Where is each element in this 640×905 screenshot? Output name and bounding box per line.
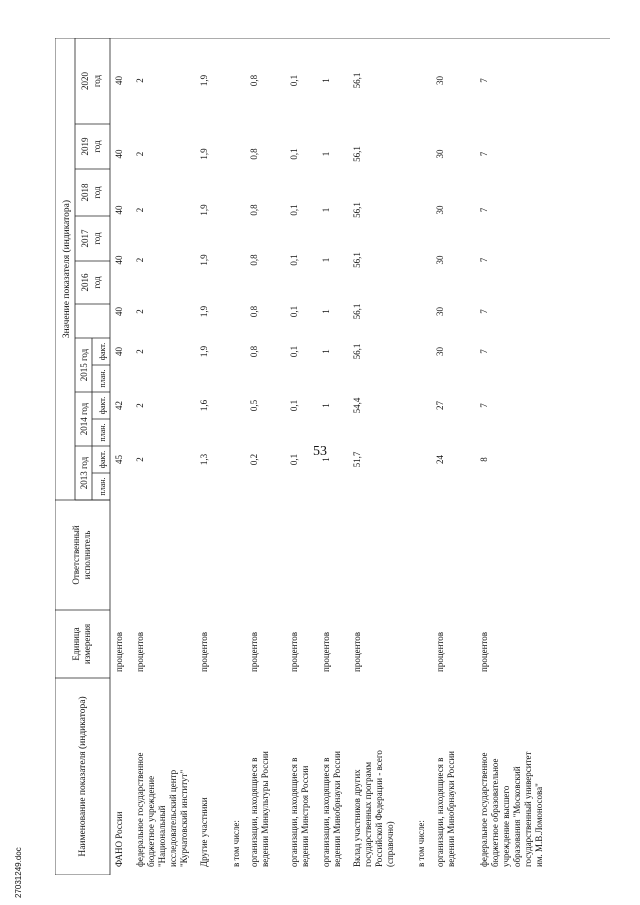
row-name: организации, находящиеся в [321, 757, 331, 867]
row-value: 0,8 [249, 345, 259, 358]
row-value: 1 [321, 309, 331, 314]
row-name: исследовательский центр [168, 769, 178, 867]
document-code: 27031249.doc [14, 847, 23, 898]
header-plan: план. [98, 423, 107, 442]
row-value: 1 [321, 78, 331, 83]
row-unit: процентов [479, 631, 489, 672]
header-year: 2020 [80, 72, 90, 90]
header-plan: план. [98, 369, 107, 388]
row-name: ФАНО России [114, 811, 124, 867]
row-value: 42 [114, 401, 124, 410]
header-year: 2017 [80, 229, 90, 248]
row-value: 8 [479, 457, 489, 462]
row-unit: процентов [114, 631, 124, 672]
row-name: Другие участники [199, 797, 209, 867]
row-value: 1,6 [199, 399, 209, 412]
row-value: 0,1 [289, 148, 299, 160]
row-value: 2 [135, 457, 145, 462]
header-resp-col: Ответственный [71, 525, 81, 585]
row-value: 2 [135, 403, 145, 408]
row-name: федеральное государственное [479, 752, 489, 867]
row-name: организации, находящиеся в [435, 757, 445, 867]
row-value: 2 [135, 349, 145, 354]
row-value: 40 [114, 255, 124, 265]
header-year: 2014 год [79, 402, 89, 436]
row-value: 7 [479, 151, 489, 157]
header-year: 2015 год [79, 348, 89, 382]
header-unit-col: Единица [71, 627, 81, 661]
row-value: 0,5 [249, 399, 259, 412]
row-value: 30 [435, 149, 445, 159]
row-name: бюджетное образовательное [490, 758, 500, 867]
row-value: 1,9 [199, 148, 209, 160]
header-year: 2018 [80, 183, 90, 202]
row-value: 1 [321, 257, 331, 263]
row-value: 40 [114, 205, 124, 215]
row-value: 0,8 [249, 305, 259, 318]
row-name: государственный университет [523, 751, 533, 867]
header-year: 2016 [80, 273, 90, 292]
row-name: Вклад участников других [352, 769, 362, 867]
row-value: 0,1 [289, 345, 299, 358]
row-name: государственных программ [363, 761, 373, 867]
row-value: 0,8 [249, 204, 259, 216]
row-value: 7 [479, 309, 489, 314]
row-unit: процентов [321, 631, 331, 672]
row-value: 40 [114, 149, 124, 159]
row-value: 7 [479, 207, 489, 213]
header-year: год [92, 140, 102, 153]
header-unit-col: измерения [82, 623, 92, 665]
row-value: 1,9 [199, 74, 209, 87]
row-value: 0,1 [289, 254, 299, 266]
row-value: 7 [479, 257, 489, 263]
header-plan: план. [98, 477, 107, 496]
row-value: 1 [321, 457, 331, 462]
header-fact: факт. [98, 450, 107, 469]
row-name: организации, находящиеся в [289, 757, 299, 867]
row-value: 30 [435, 307, 445, 316]
row-name: ведении Минкультуры России [260, 751, 270, 867]
row-name: федеральное государственное [135, 752, 145, 867]
row-value: 1 [321, 207, 331, 213]
header-name-col: Наименование показателя (индикатора) [78, 696, 88, 857]
row-unit: процентов [289, 631, 299, 672]
row-name: ведении Минобрнауки России [332, 751, 342, 867]
row-unit: процентов [352, 631, 362, 672]
row-value: 0,1 [289, 453, 299, 466]
row-name: "Национальный [157, 805, 167, 867]
row-value: 1,9 [199, 254, 209, 266]
row-value: 1,9 [199, 305, 209, 318]
header-year: год [92, 276, 102, 289]
row-value: 0,8 [249, 74, 259, 87]
row-value: 27 [435, 401, 445, 410]
indicator-table [55, 38, 610, 875]
row-value: 0,1 [289, 204, 299, 216]
row-value: 2 [135, 257, 145, 263]
row-value: 30 [435, 347, 445, 356]
row-value: 40 [114, 76, 124, 85]
row-value: 56,1 [352, 252, 362, 268]
row-value: 2 [135, 151, 145, 157]
row-value: 1 [321, 349, 331, 354]
row-name: (справочно) [385, 821, 395, 867]
row-unit: процентов [249, 631, 259, 672]
row-value: 45 [114, 455, 124, 464]
row-name: ведении Минстроя России [300, 765, 310, 867]
row-value: 7 [479, 78, 489, 83]
row-name: бюджетное учреждение [146, 775, 156, 867]
row-value: 2 [135, 309, 145, 314]
row-value: 0,1 [289, 305, 299, 318]
header-resp-col: исполнитель [82, 530, 92, 580]
row-value: 1,3 [199, 453, 209, 466]
header-value-group: Значение показателя (индикатора) [62, 199, 72, 339]
row-value: 1 [321, 151, 331, 157]
row-value: 56,1 [352, 303, 362, 320]
header-year: год [92, 74, 102, 88]
page-number: 53 [313, 444, 327, 459]
row-value: 40 [114, 307, 124, 316]
row-value: 0,8 [249, 148, 259, 160]
header-fact: факт. [98, 396, 107, 415]
row-unit: процентов [135, 631, 145, 672]
row-value: 1,9 [199, 204, 209, 216]
indicator-table-grid [55, 38, 610, 875]
row-unit: процентов [199, 631, 209, 672]
header-year: год [92, 232, 102, 245]
row-value: 0,1 [289, 74, 299, 87]
row-value: 56,1 [352, 202, 362, 218]
row-name: организации, находящиеся в [249, 757, 259, 867]
header-fact: факт. [98, 342, 107, 361]
row-value: 24 [435, 455, 445, 464]
header-year: год [92, 186, 102, 199]
row-value: 1 [321, 403, 331, 408]
row-value: 56,1 [352, 72, 362, 89]
header-year: 2013 год [79, 456, 89, 490]
row-value: 30 [435, 76, 445, 85]
row-value: 56,1 [352, 146, 362, 162]
header-year: 2019 [80, 137, 90, 156]
row-value: 0,2 [249, 453, 259, 466]
row-value: 51,7 [352, 451, 362, 468]
row-name: в том числе: [416, 820, 426, 867]
row-value: 40 [114, 347, 124, 356]
row-value: 1,9 [199, 345, 209, 358]
row-name: в том числе: [231, 820, 241, 867]
row-value: 54,4 [352, 397, 362, 414]
row-value: 7 [479, 403, 489, 408]
row-value: 2 [135, 207, 145, 213]
row-value: 30 [435, 255, 445, 265]
row-value: 0,8 [249, 254, 259, 266]
row-name: образования "Московский [512, 766, 522, 867]
row-value: 2 [135, 78, 145, 83]
row-name: "Курчатовский институт" [179, 769, 189, 867]
row-value: 56,1 [352, 343, 362, 360]
row-unit: процентов [435, 631, 445, 672]
row-name: учреждение высшего [501, 785, 511, 867]
row-value: 0,1 [289, 399, 299, 412]
row-name: им. М.В.Ломоносова" [534, 783, 544, 867]
row-value: 30 [435, 205, 445, 215]
row-name: Российской Федерации - всего [374, 750, 384, 867]
row-value: 7 [479, 349, 489, 354]
row-name: ведении Минобрнауки России [446, 751, 456, 867]
